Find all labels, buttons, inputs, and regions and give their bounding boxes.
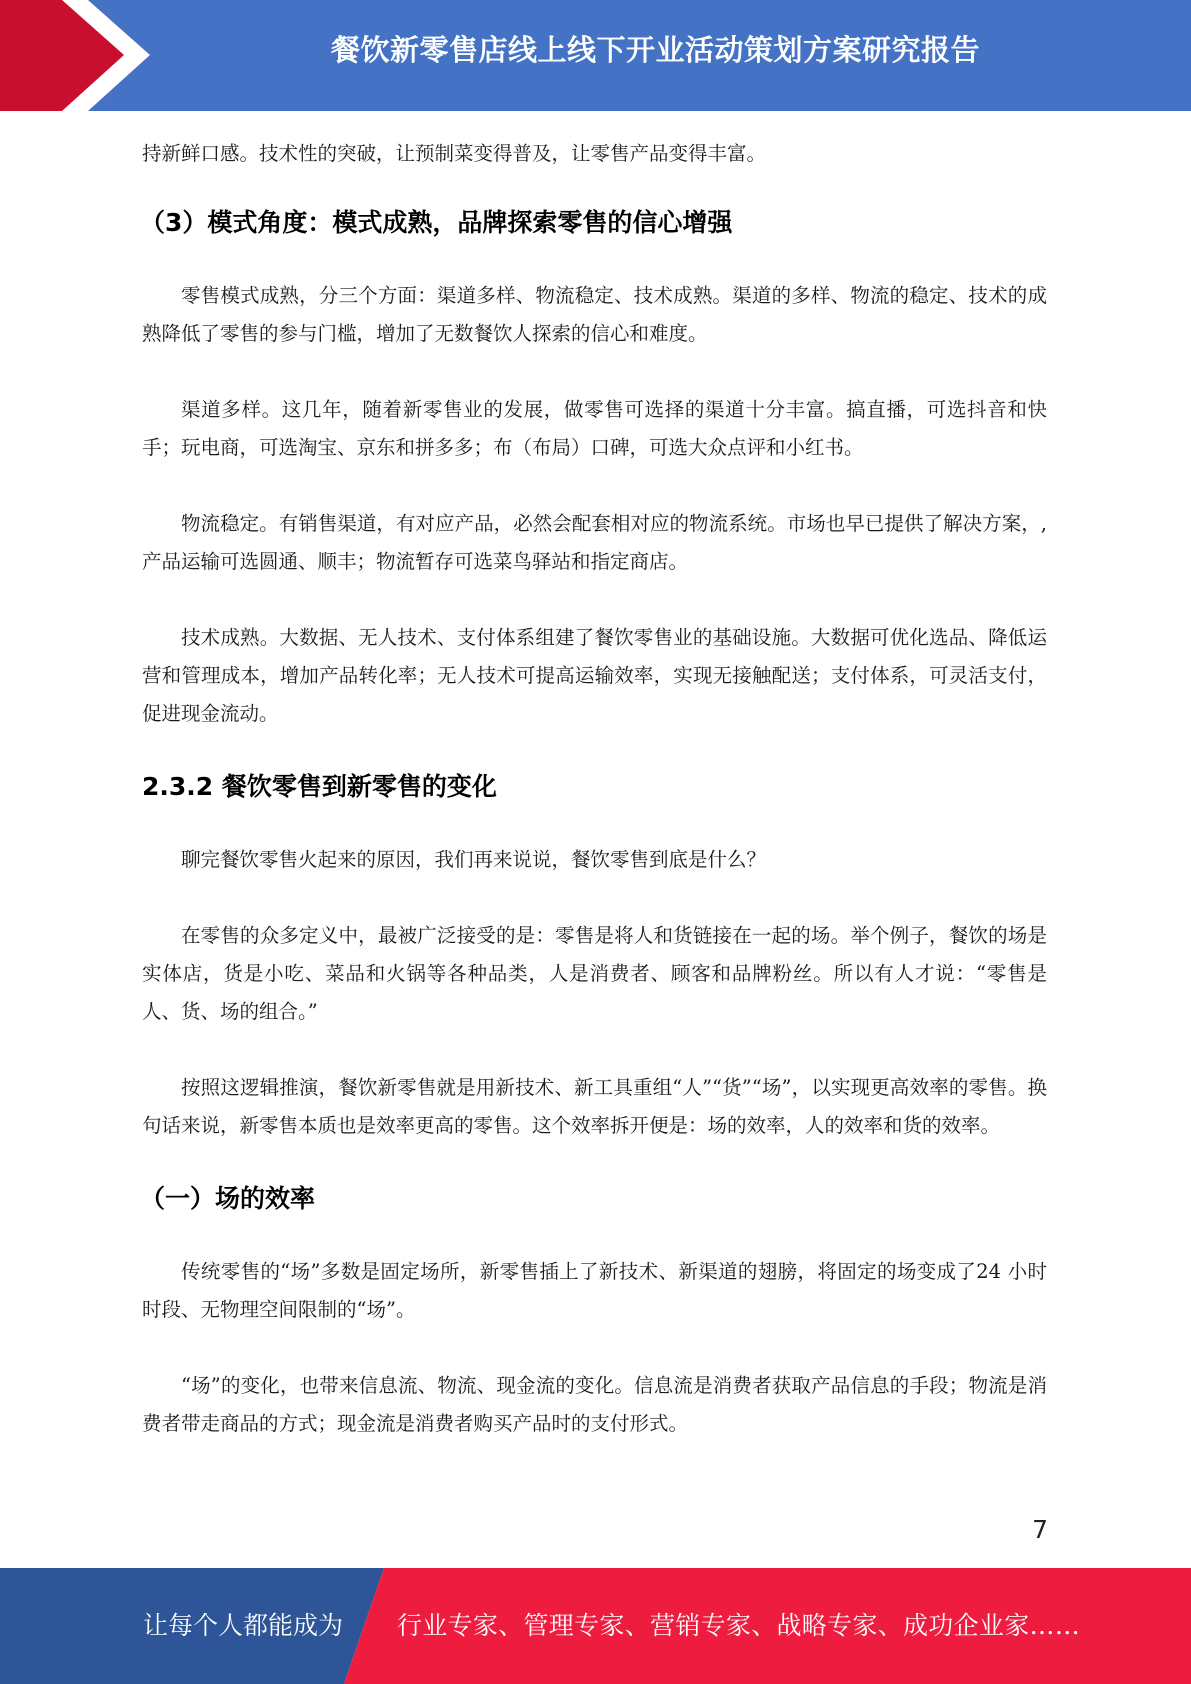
paragraph-channels: 渠道多样。这几年，随着新零售业的发展，做零售可选择的渠道十分丰富。搞直播，可选抖音和快手；玩电商，可选淘宝、京东和拼多多；布（布局）口碑，可选大众点评和小红书。: [142, 398, 1047, 459]
paragraph-technology: 技术成熟。大数据、无人技术、支付体系组建了餐饮零售业的基础设施。大数据可优化选品、降低运营和管理成本，增加产品转化率；无人技术可提高运输效率，实现无接触配送；支付体系，可灵活支付，促进现金流动。: [142, 626, 1047, 725]
footer-band: [0, 1568, 1191, 1684]
page-number: 7: [1032, 1515, 1048, 1544]
heading-field-efficiency: （一）场的效率: [140, 1184, 316, 1213]
paragraph-what-is-retail: 聊完餐饮零售火起来的原因，我们再来说说，餐饮零售到底是什么？: [181, 848, 767, 871]
footer-slogan-right: 行业专家、管理专家、营销专家、战略专家、成功企业家……: [397, 1611, 1081, 1640]
header-band: [0, 0, 1191, 111]
paragraph-mode-maturity: 零售模式成熟，分三个方面：渠道多样、物流稳定、技术成熟。渠道的多样、物流的稳定、技术的成熟降低了零售的参与门槛，增加了无数餐饮人探索的信心和难度。: [142, 284, 1047, 345]
page-body: [142, 125, 1047, 1443]
paragraph-retail-definition: 在零售的众多定义中，最被广泛接受的是：零售是将人和货链接在一起的场。举个例子，餐饮的场是实体店，货是小吃、菜品和火锅等各种品类，人是消费者、顾客和品牌粉丝。所以有人才说：“零售是人、货、场的组合。”: [142, 924, 1047, 1023]
heading-mode-angle: （3）模式角度：模式成熟，品牌探索零售的信心增强: [140, 208, 733, 237]
paragraph-continuation: 持新鲜口感。技术性的突破，让预制菜变得普及，让零售产品变得丰富。: [142, 142, 767, 165]
paragraph-new-retail-efficiency: 按照这逻辑推演，餐饮新零售就是用新技术、新工具重组“人”“货”“场”，以实现更高效率的零售。换句话来说，新零售本质也是效率更高的零售。这个效率拆开便是：场的效率，人的效率和货的效率。: [142, 1076, 1047, 1137]
paragraph-field-changes: “场”的变化，也带来信息流、物流、现金流的变化。信息流是消费者获取产品信息的手段；物流是消费者带走商品的方式；现金流是消费者购买产品时的支付形式。: [142, 1374, 1047, 1435]
paragraph-logistics: 物流稳定。有销售渠道，有对应产品，必然会配套相对应的物流系统。市场也早已提供了解决方案，,产品运输可选圆通、顺丰；物流暂存可选菜鸟驿站和指定商店。: [142, 512, 1047, 573]
footer-slogan-left: 让每个人都能成为: [143, 1611, 344, 1640]
report-title: 餐饮新零售店线上线下开业活动策划方案研究报告: [330, 33, 980, 67]
paragraph-traditional-field: 传统零售的“场”多数是固定场所，新零售插上了新技术、新渠道的翅膀，将固定的场变成了24 小时时段、无物理空间限制的“场”。: [142, 1260, 1047, 1321]
heading-section-2-3-2: 2.3.2 餐饮零售到新零售的变化: [142, 772, 497, 801]
